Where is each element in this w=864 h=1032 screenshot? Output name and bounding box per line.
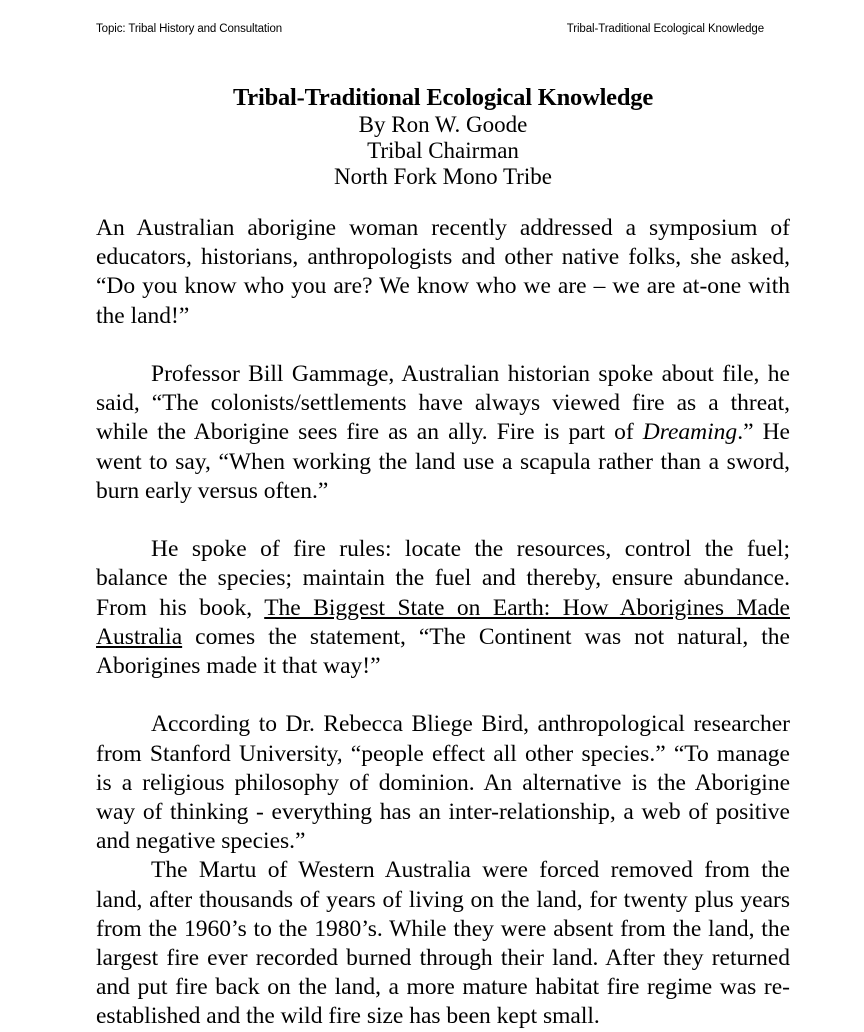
page-title: Tribal-Traditional Ecological Knowledge: [232, 84, 654, 111]
paragraph-1: An Australian aborigine woman recently addressed a symposium of educators, historians, anthropologists and other native folks, she asked, “Do you know who you are? We know who we are – we are at-one with the land!”: [96, 215, 790, 329]
paragraph-5: The Martu of Western Australia were forced removed from the land, after thousands of years of living on the land, for twenty plus years from the 1960’s to the 1980’s. While they were absent from the land, the largest fire ever recorded burned through their land. After they returned and put fire back on the land, a more mature habitat fire regime was re-established and the wild fire size has been kept small.: [96, 857, 790, 1030]
author-byline: By Ron W. Goode: [358, 112, 528, 137]
header-topic-label: Topic: Tribal History and Consultation: [96, 23, 283, 35]
title-block: [96, 84, 790, 190]
paragraph-3-lead: He spoke of fire rules: locate the resources, control the fuel; balance the species; maintain the fuel and thereby, ensure abundance. From his book,: [96, 536, 790, 621]
author-role: Tribal Chairman: [367, 138, 519, 163]
paragraph-2-tail: .” He went to say, “When working the land use a scapula rather than a sword, burn early versus often.”: [96, 419, 790, 504]
paragraph-3-tail: comes the statement, “The Continent was not natural, the Aborigines made it that way!”: [96, 623, 790, 680]
header-document-title: Tribal-Traditional Ecological Knowledge: [566, 23, 764, 35]
dreaming-italic-term: Dreaming: [642, 419, 738, 446]
document-content: [96, 84, 790, 1032]
paragraph-2-lead: Professor Bill Gammage, Australian historian spoke about file, he said, “The colonists/settlements have always viewed fire as a threat, while the Aborigine sees fire as an ally. Fire is part of: [96, 361, 790, 446]
author-affiliation: North Fork Mono Tribe: [334, 164, 552, 189]
paragraph-2: [96, 360, 790, 506]
book-title-underlined: The Biggest State on Earth: How Aborigines Made Australia: [96, 594, 790, 650]
paragraph-3: [96, 535, 790, 681]
paragraph-4: According to Dr. Rebecca Bliege Bird, anthropological researcher from Stanford University, “people effect all other species.” “To manage is a religious philosophy of dominion. An alternative is the Aborigine way of thinking - everything has an inter-relationship, a web of positive and negative species.”: [96, 711, 790, 855]
running-header: [96, 22, 764, 36]
body-copy: [96, 214, 790, 1032]
